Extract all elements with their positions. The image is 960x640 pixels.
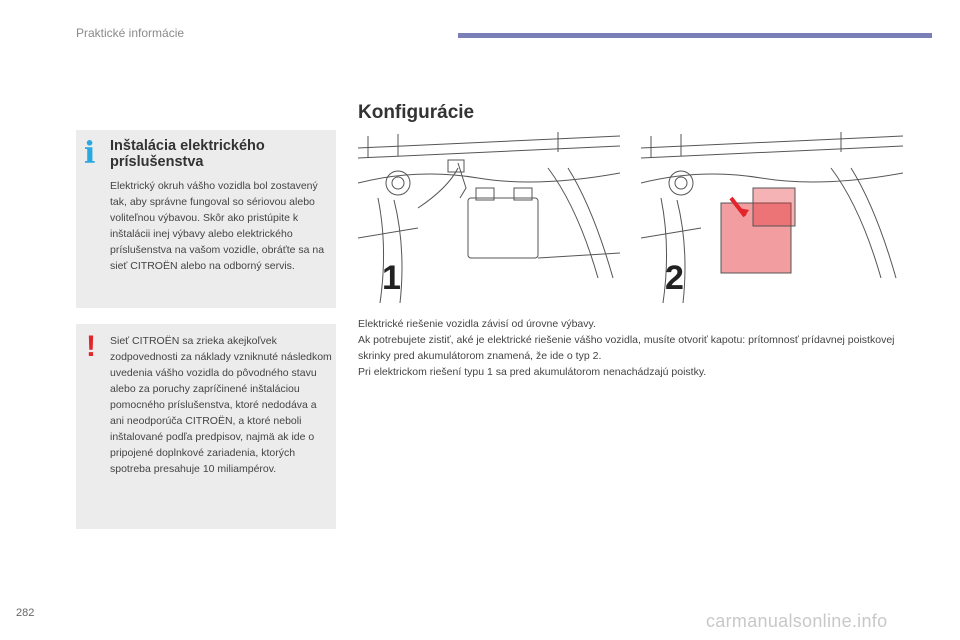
figure-engine-type-2 bbox=[641, 128, 903, 308]
watermark: carmanualsonline.info bbox=[706, 611, 888, 631]
header-accent-bar bbox=[458, 33, 932, 38]
figure-engine-type-1 bbox=[358, 128, 620, 308]
warning-box-text: Sieť CITROËN sa zrieka akejkoľvek zodpovednosti za náklady vzniknuté následkom uvedenia vášho vozidla do pôvodného stavu alebo za poruchy zapríčinené inštaláciou pomocného príslušenstva, ktoré nedodáva a ani neodporúča CITROËN, a ktoré neboli inštalované podľa predpisov, najmä ak ide o pripojené doplnkové zariadenia, ktorých spotreba presahuje 10 miliampérov. bbox=[110, 335, 332, 475]
body-paragraph: Elektrické riešenie vozidla závisí od úrovne výbavy. bbox=[358, 318, 596, 330]
info-box-text: Elektrický okruh vášho vozidla bol zostavený tak, aby správne fungoval so sériovou alebo voliteľnou výbavou. Skôr ako pristúpite k inštalácii inej výbavy alebo elektrického príslušenstva na vašom vozidle, obráťte sa na sieť CITROËN alebo na odborný servis. bbox=[110, 180, 325, 272]
section-title: Konfigurácie bbox=[358, 102, 475, 123]
body-paragraph: Ak potrebujete zistiť, aké je elektrické riešenie vášho vozidla, musíte otvoriť kapotu: prítomnosť prídavnej poistkovej skrinky pred akumulátorom znamená, že ide o typ 2. bbox=[358, 334, 895, 362]
info-box-title: Inštalácia elektrického príslušenstva bbox=[110, 138, 265, 170]
info-box bbox=[76, 130, 336, 308]
header-title: Praktické informácie bbox=[76, 26, 185, 40]
info-icon: i bbox=[84, 136, 96, 171]
figure-number: 2 bbox=[665, 259, 684, 297]
body-paragraph: Pri elektrickom riešení typu 1 sa pred akumulátorom nenachádzajú poistky. bbox=[358, 366, 707, 378]
warning-box bbox=[76, 324, 336, 529]
figure-number: 1 bbox=[382, 259, 401, 297]
body-text bbox=[358, 316, 918, 380]
page-number: 282 bbox=[16, 607, 35, 619]
warning-icon: ! bbox=[86, 330, 96, 363]
